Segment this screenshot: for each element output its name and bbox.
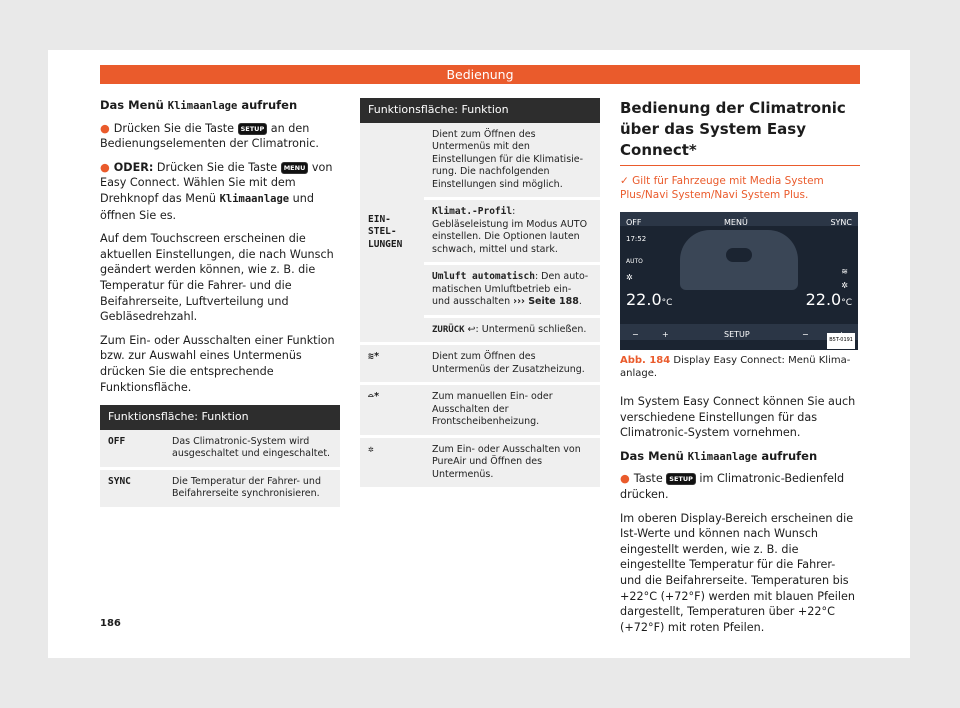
temp-left: 22.0°C (626, 290, 673, 309)
table-row: OFF Das Climatronic-System wird ausgeschaltet und eingeschaltet. (100, 430, 340, 469)
steering-wheel-icon (726, 248, 752, 262)
table-header: Funktionsfläche: Funktion (100, 405, 340, 430)
heater-icon: ≋ (368, 351, 374, 362)
function-table-left (100, 405, 340, 510)
pureair-icon: ✲ (368, 443, 374, 455)
menu-key-icon: MENU (281, 162, 309, 174)
off-button[interactable]: OFF (626, 218, 642, 227)
clock: 17:52 (626, 235, 647, 243)
bullet-icon: ● (100, 160, 110, 174)
easy-connect-display (620, 212, 858, 350)
applicability-note: ✓ Gilt für Fahrzeuge mit Media System Plus/Navi System/Navi System Plus. (620, 175, 824, 201)
temp-right-minus[interactable]: − (802, 330, 809, 339)
left-heading: Das Menü Klimaanlage aufrufen (100, 98, 298, 112)
paragraph-settings: Auf dem Touchscreen erscheinen die aktuellen Einstellungen, die nach Wunsch geändert werden können, wie z. B. die Temperatur für die Fahrer- und die Beifahrerseite, Luftverteilung und Gebläsedrehzahl. (100, 232, 334, 324)
left-column (100, 98, 340, 510)
bullet-icon: ● (100, 121, 110, 135)
setup-button[interactable]: SETUP (724, 330, 750, 339)
temp-left-minus[interactable]: − (632, 330, 639, 339)
setup-key-icon: SETUP (666, 473, 696, 485)
bullet-setup-right: ● Taste SETUP im Climatronic-Bedienfeld drücken. (620, 472, 845, 501)
bullet-setup: ● Drücken Sie die Taste SETUP an den Bedienungselementen der Climatronic. (100, 121, 319, 151)
table-row: ≋* Dient zum Öffnen des Untermenüs der Zusatzheizung. (360, 344, 600, 384)
bullet-menu: ● ODER: Drücken Sie die Taste MENU von Easy Connect. Wählen Sie mit dem Drehknopf das Menü Klimaanlage und öffnen Sie es. (100, 160, 333, 222)
check-icon: ✓ (620, 175, 633, 187)
right-column (620, 98, 860, 643)
pureair-icon[interactable]: ✲ (841, 281, 848, 290)
right-heading: Das Menü Klimaanlage aufrufen (620, 448, 818, 463)
paragraph-easy-connect: Im System Easy Connect können Sie auch verschiedene Einstellungen für das Climatronic-System vornehmen. (620, 395, 856, 440)
table-row: Umluft automatisch: Den automatischen Umluftbetrieb ein- und ausschalten ››› Seite 188. (360, 264, 600, 317)
manual-page (48, 50, 910, 658)
paragraph-actual-values: Im oberen Display-Bereich erscheinen die Ist-Werte und können nach Wunsch eingestellt werden, wie z. B. die eingestellte Temperatur für die Fahrer- und die Beifahrerseite. Temperaturen bis +22°C (+72°F) werden mit blauen Pfeilen dargestellt, Temperaturen über +22°C (+72°F) mit roten Pfeilen. (620, 511, 855, 634)
sync-button[interactable]: SYNC (830, 218, 852, 227)
heater-icon[interactable]: ≋ (841, 267, 848, 276)
fan-icon[interactable]: ✲ (626, 273, 633, 282)
figure-caption: Abb. 184 Display Easy Connect: Menü Klimaanlage. (620, 355, 851, 379)
bullet-icon: ● (620, 472, 630, 486)
section-header: Bedienung (100, 65, 860, 84)
menu-button[interactable]: MENÜ (724, 218, 748, 227)
function-table-middle (360, 98, 600, 490)
table-row: ✲ Zum Ein- oder Ausschalten von PureAir und Öffnen des Untermenüs. (360, 436, 600, 489)
table-row: SYNC Die Temperatur der Fahrer- und Beifahrerseite synchronisieren. (100, 468, 340, 508)
table-row: Klimat.-Profil: Gebläseleistung im Modus AUTO einstellen. Die Optionen lauten schwach, mittel und stark. (360, 199, 600, 264)
middle-column (360, 98, 600, 490)
paragraph-toggle: Zum Ein- oder Ausschalten einer Funktion bzw. zur Auswahl eines Untermenüs drücken Sie die entsprechende Funktionsfläche. (100, 333, 335, 394)
temp-right: 22.0°C (805, 290, 852, 309)
table-header: Funktionsfläche: Funktion (360, 98, 600, 123)
setup-key-icon: SETUP (238, 123, 268, 135)
figure-code: B5T-0191 (827, 333, 855, 349)
auto-label: AUTO (626, 258, 643, 265)
table-row: ⌓* Zum manuellen Ein- oder Ausschalten der Frontscheibenheizung. (360, 384, 600, 437)
page-number: 186 (100, 618, 121, 629)
right-title: Bedienung der Climatronic über das System Easy Connect* (620, 98, 860, 166)
back-arrow-icon: ↩ (467, 323, 476, 335)
temp-left-plus[interactable]: + (662, 330, 669, 339)
windshield-heat-icon: ⌓ (368, 391, 374, 402)
table-row: ZURÜCK ↩: Untermenü schließen. (360, 316, 600, 344)
table-row: EIN- STEL- LUNGEN Dient zum Öffnen des Untermenüs mit den Einstellungen für die Klimatisierung. Die nachfolgenden Einstellungen sind möglich. (360, 123, 600, 199)
